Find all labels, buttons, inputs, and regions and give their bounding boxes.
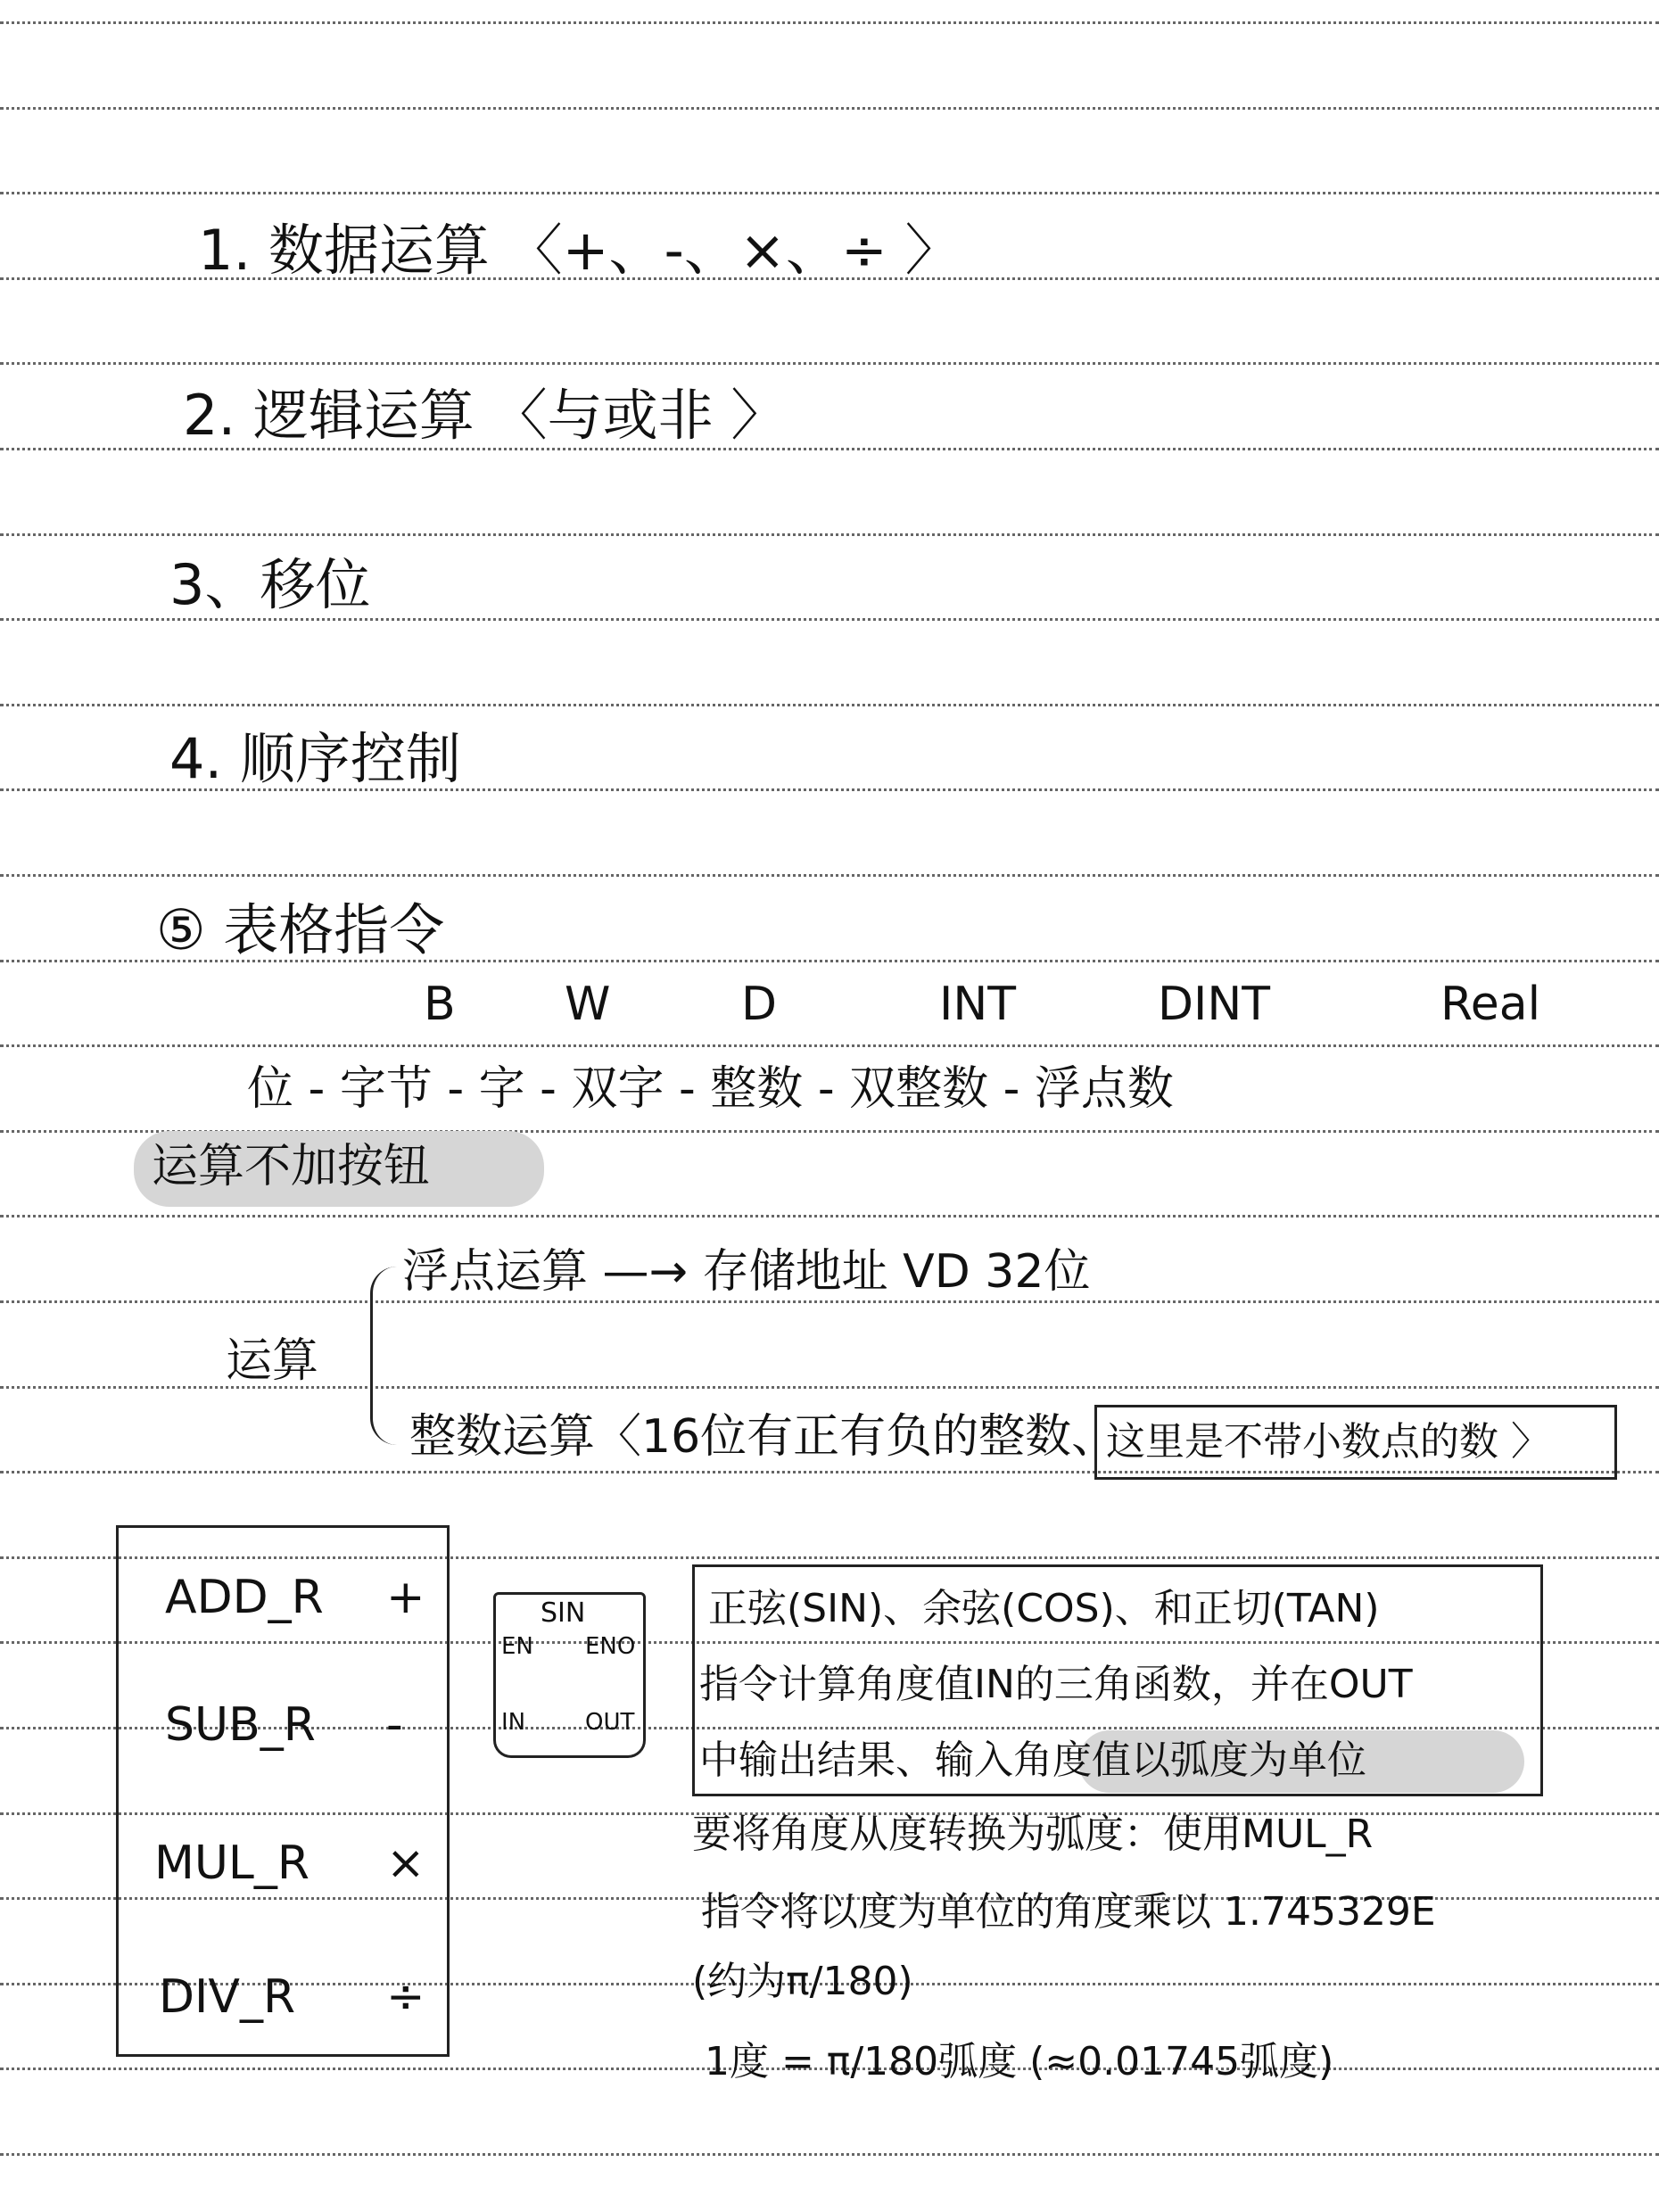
trig-line-2: 指令计算角度值IN的三角函数，并在OUT xyxy=(699,1662,1413,1707)
sin-block-en: EN xyxy=(501,1633,533,1660)
trig-line-3b: 输入角度值以弧度为单位 xyxy=(935,1737,1366,1783)
conversion-line-3: (约为π/180) xyxy=(692,1959,913,2004)
instr-name: DIV_R xyxy=(159,1970,296,2024)
instr-symbol: + xyxy=(386,1571,425,1624)
ruled-line xyxy=(0,448,1659,450)
trig-line-3a: 中输出结果、 xyxy=(699,1737,935,1783)
ruled-line xyxy=(0,1044,1659,1047)
highlight-note: 运算不加按钮 xyxy=(152,1140,431,1193)
note-item-1: 1. 数据运算 〈+、-、×、÷ 〉 xyxy=(198,218,961,283)
conversion-line-4: 1度 = π/180弧度 (≈0.01745弧度) xyxy=(705,2039,1334,2084)
ruled-line xyxy=(0,1215,1659,1217)
ruled-line xyxy=(0,21,1659,24)
type-dint: DINT xyxy=(1158,978,1271,1031)
type-b: B xyxy=(424,978,456,1031)
trig-line-3 xyxy=(699,1737,1366,1783)
instr-name: ADD_R xyxy=(165,1571,324,1624)
sin-block-title: SIN xyxy=(541,1597,586,1629)
type-w: W xyxy=(565,978,611,1031)
type-chain: 位 - 字节 - 字 - 双字 - 整数 - 双整数 - 浮点数 xyxy=(247,1062,1174,1116)
instr-symbol: × xyxy=(386,1836,425,1890)
instr-symbol: ÷ xyxy=(386,1970,425,2024)
ruled-line xyxy=(0,107,1659,110)
type-int: INT xyxy=(939,978,1016,1031)
float-operation-note: 浮点运算 —→ 存储地址 VD 32位 xyxy=(402,1245,1091,1299)
conversion-line-2: 指令将以度为单位的角度乘以 1.745329E xyxy=(701,1889,1436,1935)
instr-name: SUB_R xyxy=(165,1698,316,1752)
boxed-note xyxy=(1094,1405,1617,1480)
sin-block-in: IN xyxy=(501,1709,526,1736)
instr-symbol: - xyxy=(386,1698,403,1752)
ruled-line xyxy=(0,874,1659,877)
ruled-line xyxy=(0,533,1659,536)
trig-line-1: 正弦(SIN)、余弦(COS)、和正切(TAN) xyxy=(708,1586,1380,1631)
sin-function-block xyxy=(493,1592,646,1758)
integer-operation-note: 整数运算〈16位有正有负的整数、 xyxy=(409,1410,1118,1464)
boxed-note-text: 这里是不带小数点的数 〉 xyxy=(1106,1419,1550,1465)
trig-description-box xyxy=(692,1564,1543,1796)
sin-block-eno: ENO xyxy=(585,1633,636,1660)
type-d: D xyxy=(741,978,778,1031)
instruction-table xyxy=(116,1525,450,2057)
instr-name: MUL_R xyxy=(154,1836,310,1890)
curly-brace xyxy=(370,1267,400,1445)
conversion-line-1: 要将角度从度转换为弧度：使用MUL_R xyxy=(692,1812,1374,1857)
ruled-line xyxy=(0,2153,1659,2156)
ruled-line xyxy=(0,362,1659,365)
note-item-2: 2. 逻辑运算 〈与或非 〉 xyxy=(183,383,787,448)
sin-block-out: OUT xyxy=(585,1709,635,1736)
note-item-5: ⑤ 表格指令 xyxy=(156,897,445,962)
note-item-3: 3、移位 xyxy=(169,552,371,617)
ruled-line xyxy=(0,618,1659,621)
ruled-line xyxy=(0,704,1659,706)
ruled-line xyxy=(0,192,1659,194)
ruled-line xyxy=(0,1300,1659,1303)
note-item-4: 4. 顺序控制 xyxy=(169,726,461,791)
type-real: Real xyxy=(1440,978,1541,1031)
operation-label: 运算 xyxy=(226,1334,319,1388)
